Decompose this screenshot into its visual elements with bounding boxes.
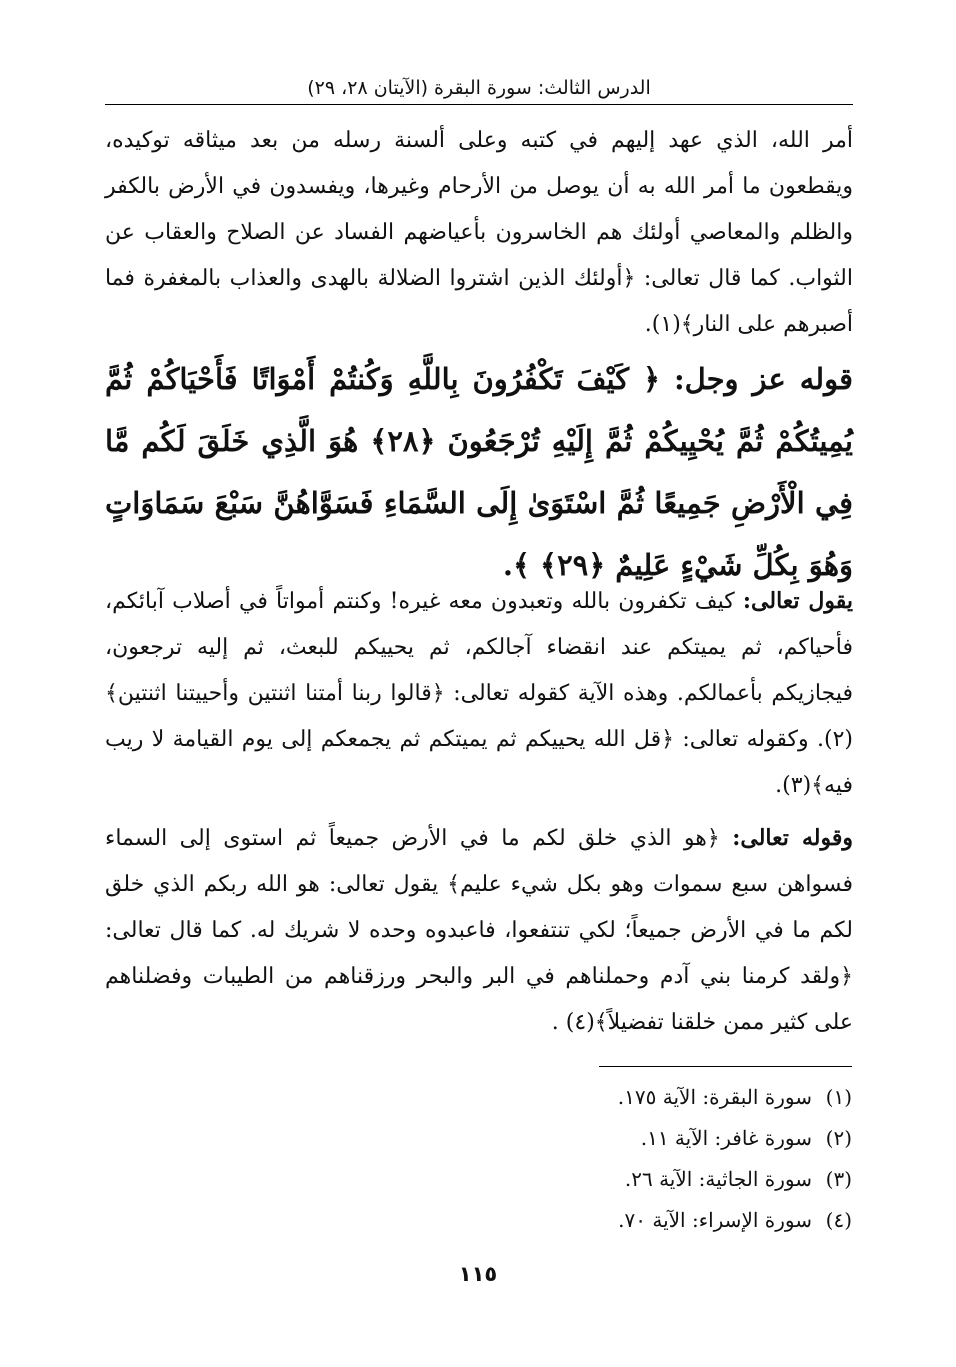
- paragraph-3-lead: وقوله تعالى:: [732, 825, 854, 851]
- header-divider: [105, 104, 853, 105]
- quran-verse-block: [105, 348, 853, 596]
- paragraph-1: [105, 118, 853, 348]
- paragraph-3-text: ﴿هو الذي خلق لكم ما في الأرض جميعاً ثم استوى إلى السماء فسواهن سبع سموات وهو بكل شيء عليم﴾ يقول تعالى: هو الله ربكم الذي خلق لكم ما في الأرض جميعاً؛ لكي تنتفعوا، فاعبدوه وحده لا شريك له. كما قال تعالى: ﴿ولقد كرمنا بني آدم وحملناهم في البر والبحر ورزقناهم من الطيبات وفضلناهم على كثير ممن خلقنا تفضيلاً﴾(٤) .: [105, 826, 853, 1035]
- paragraph-2-text: كيف تكفرون بالله وتعبدون معه غيره! وكنتم أمواتاً في أصلاب آبائكم، فأحياكم، ثم يميتكم عند انقضاء آجالكم، ثم يحييكم للبعث، ثم إليه ترجعون، فيجازيكم بأعمالكم. وهذه الآية كقوله تعالى: ﴿قالوا ربنا أمتنا اثنتين وأحييتنا اثنتين﴾(٢). وكقوله تعالى: ﴿قل الله يحييكم ثم يميتكم ثم يجمعكم إلى يوم القيامة لا ريب فيه﴾(٣).: [105, 589, 853, 798]
- footnote-text: سورة البقرة: الآية ١٧٥.: [617, 1085, 812, 1109]
- footnote-divider: [599, 1066, 852, 1067]
- footnote-number: (١): [825, 1085, 852, 1109]
- footnote-text: سورة الجاثية: الآية ٢٦.: [624, 1167, 812, 1191]
- running-header: الدرس الثالث: سورة البقرة (الآيتان ٢٨، ٢٩): [307, 77, 651, 99]
- footnote-item: [500, 1118, 852, 1159]
- footnote-number: (٤): [825, 1208, 852, 1232]
- footnote-text: سورة الإسراء: الآية ٧٠.: [618, 1208, 812, 1232]
- footnote-item: [500, 1077, 852, 1118]
- paragraph-1-text: أمر الله، الذي عهد إليهم في كتبه وعلى ألسنة رسله من بعد ميثاقه توكيده، ويقطعون ما أمر الله به أن يوصل من الأرحام وغيرها، ويفسدون في الأرض بالكفر والظلم والمعاصي أولئك هم الخاسرون بأعياضهم الفساد عن الصلاح والعقاب عن الثواب. كما قال تعالى: ﴿أولئك الذين اشتروا الضلالة بالهدى والعذاب بالمغفرة فما أصبرهم على النار﴾(١).: [105, 128, 853, 337]
- paragraph-2: [105, 578, 853, 809]
- verse-text-line: [105, 348, 853, 596]
- footnote-text: سورة غافر: الآية ١١.: [640, 1126, 812, 1150]
- footnotes: [500, 1077, 852, 1241]
- paragraph-2-lead: يقول تعالى:: [742, 588, 853, 614]
- paragraph-3-line: [105, 815, 853, 1046]
- paragraph-2-line: [105, 578, 853, 809]
- footnote-item: [500, 1200, 852, 1241]
- verse-text: ﴿ كَيْفَ تَكْفُرُونَ بِاللَّهِ وَكُنتُمْ أَمْوَاتًا فَأَحْيَاكُمْ ثُمَّ يُمِيتُكُمْ ثُمَّ يُحْيِيكُمْ ثُمَّ إِلَيْهِ تُرْجَعُونَ ﴿٢٨﴾ هُوَ الَّذِي خَلَقَ لَكُم مَّا فِي الْأَرْضِ جَمِيعًا ثُمَّ اسْتَوَىٰ إِلَى السَّمَاءِ فَسَوَّاهُنَّ سَبْعَ سَمَاوَاتٍ وَهُوَ بِكُلِّ شَيْءٍ عَلِيمٌ ﴿٢٩﴾ ﴾.: [105, 362, 853, 582]
- paragraph-3: [105, 815, 853, 1046]
- footnote-item: [500, 1159, 852, 1200]
- footnote-number: (٣): [825, 1167, 852, 1191]
- verse-lead: قوله عز وجل:: [673, 362, 853, 396]
- footnote-number: (٢): [825, 1126, 852, 1150]
- page-number: ١١٥: [458, 1262, 498, 1286]
